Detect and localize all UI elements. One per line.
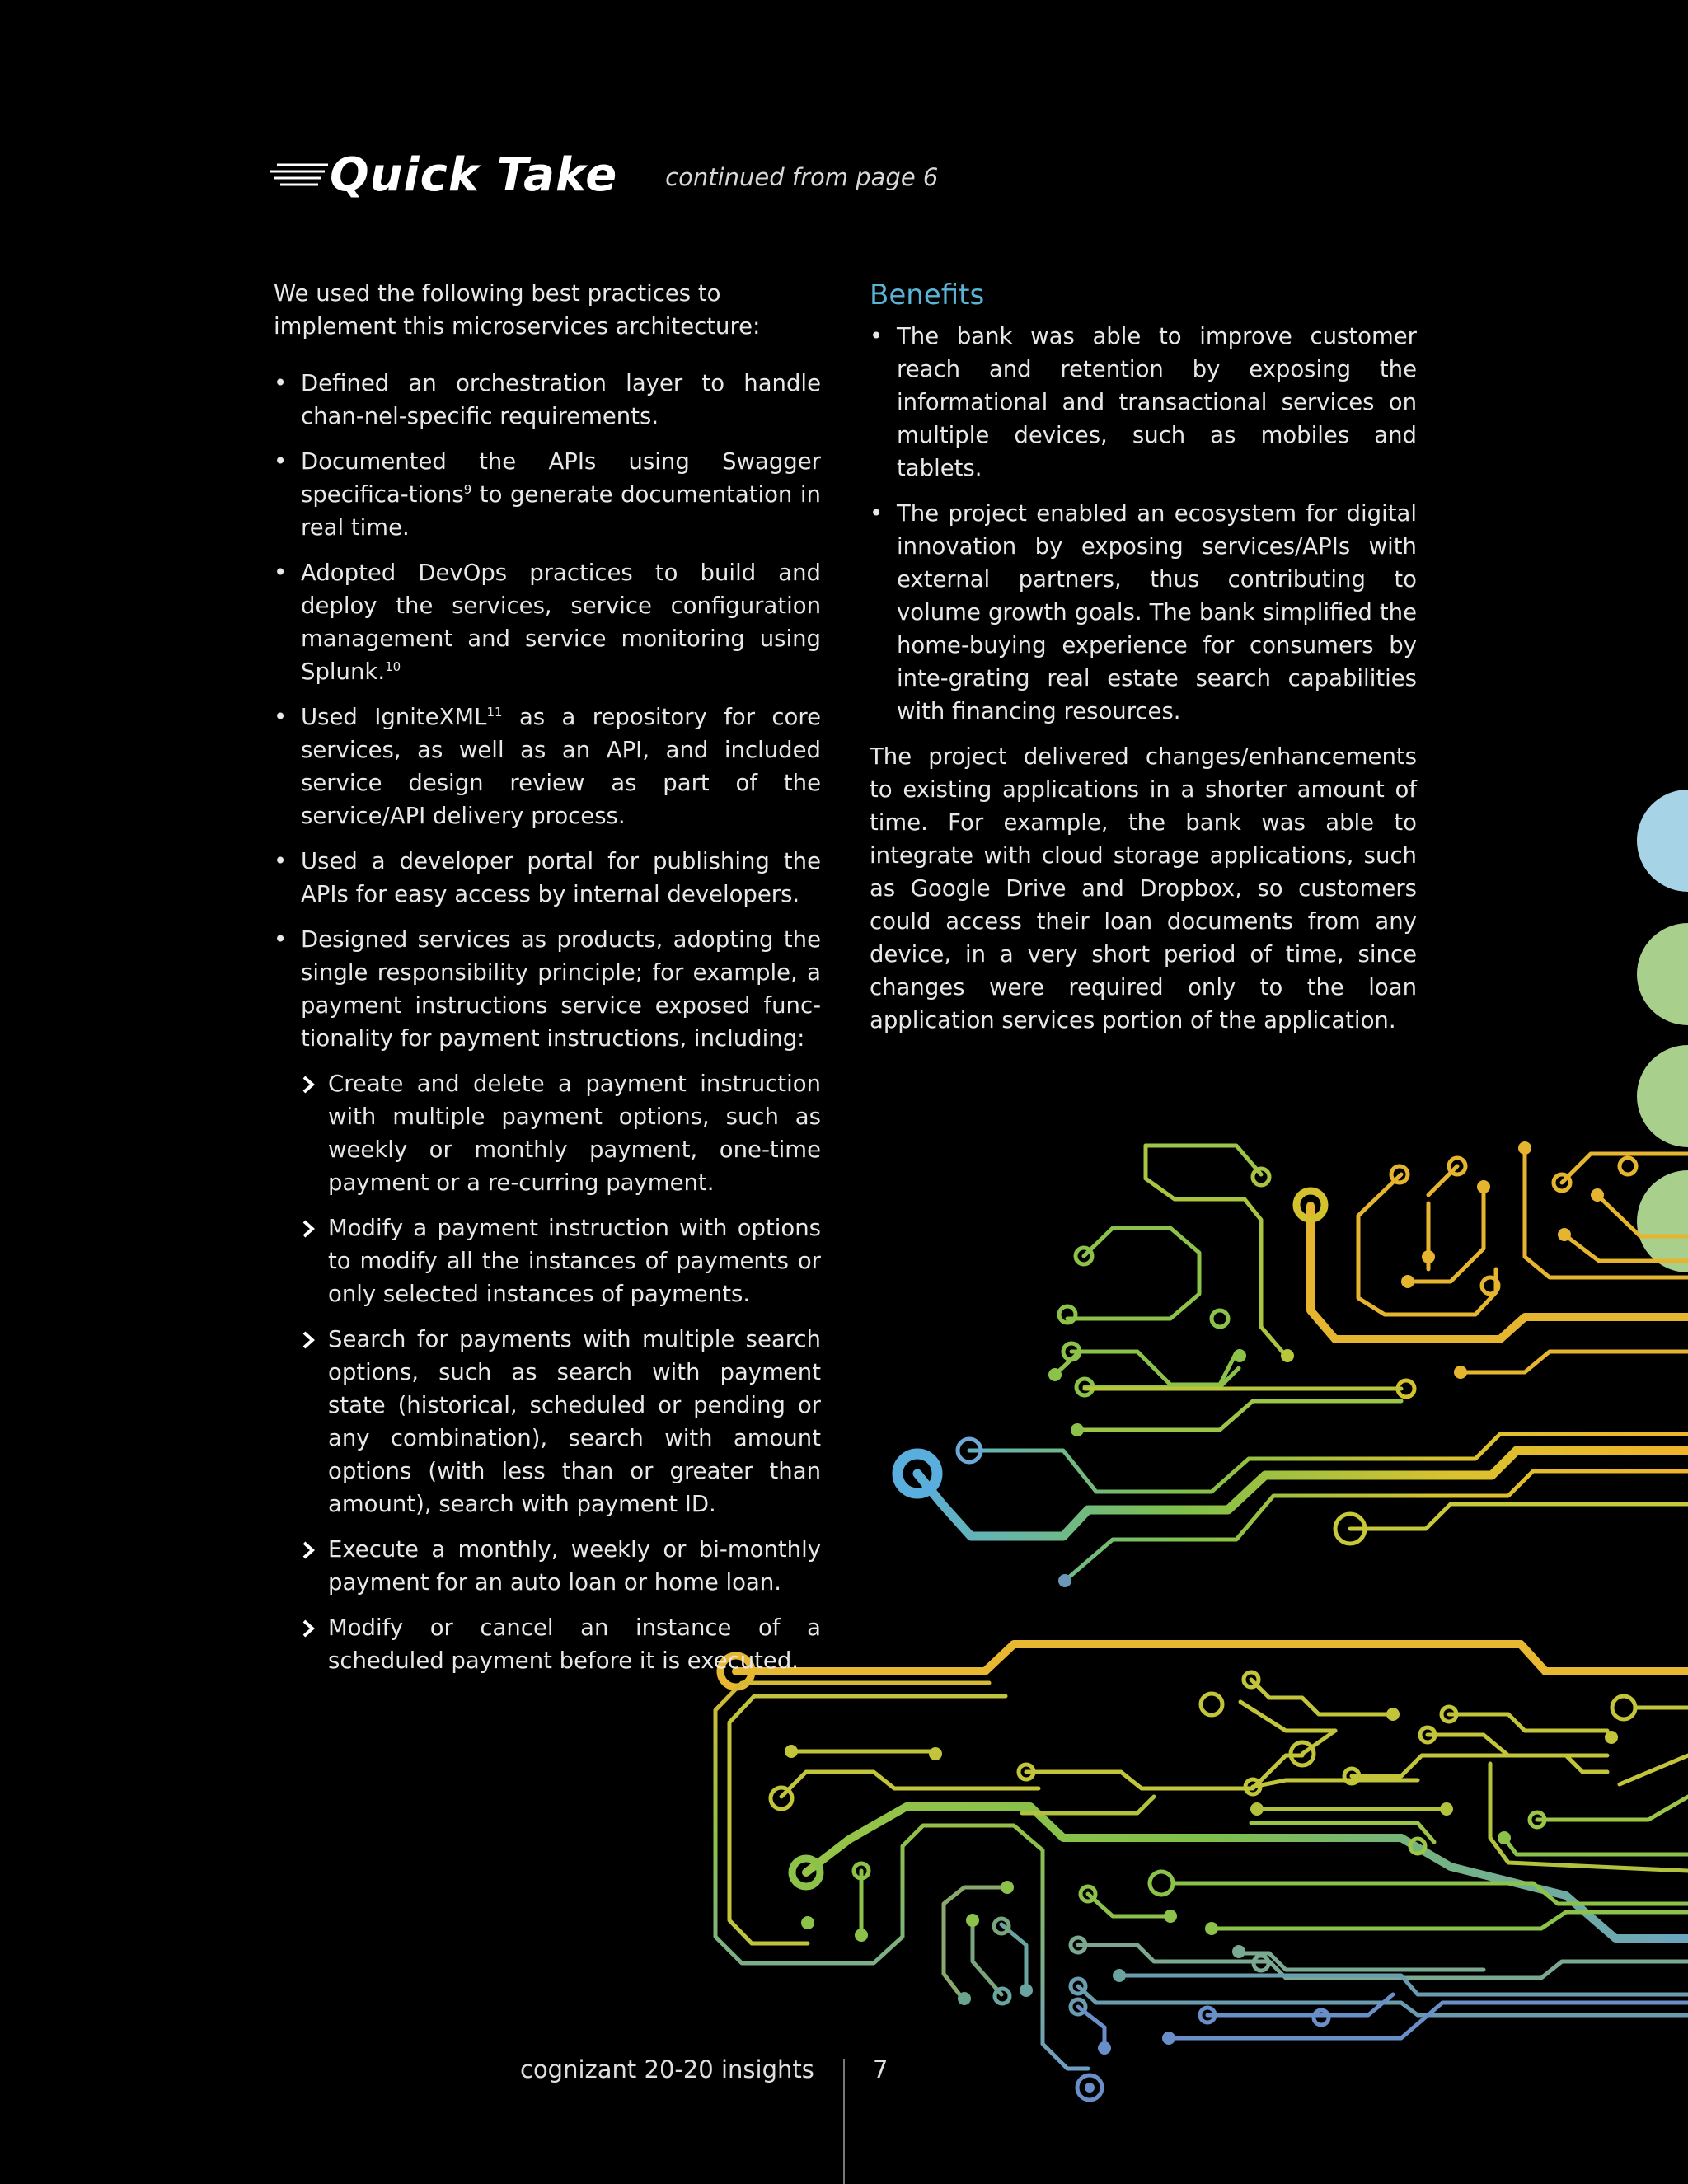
chevron-right-icon [301, 1331, 316, 1349]
list-item: • The project enabled an ecosystem for digital innovation by exposing services/APIs with external partners, thus contributing to volume growth goals. The bank simplified the home-buying experience for consumers by inte-grating real estate search capabilities with financing resources. [870, 497, 1417, 728]
continued-note: continued from page 6 [665, 163, 939, 191]
sub-list-item: Execute a monthly, weekly or bi-monthly payment for an auto loan or home loan. [301, 1533, 821, 1599]
speed-lines-icon [270, 158, 330, 191]
chevron-right-icon [301, 1541, 316, 1559]
list-item: • The bank was able to improve customer reach and retention by exposing the informational and transactional services on multiple devices, such as mobiles and tablets. [870, 320, 1417, 485]
page-number: 7 [873, 2055, 889, 2083]
page-header [270, 142, 938, 208]
chevron-right-icon [301, 1076, 316, 1094]
upper-circuit [898, 1141, 1688, 1587]
list-item: • Used IgniteXML$^{11}$ as a repository for core services, as well as an API, and included service design review as part of the service/API delivery process. [274, 701, 821, 832]
footnote-ref[interactable]: 11 [486, 704, 503, 719]
list-item: • Defined an orchestration layer to handle chan-nel-specific requirements. [274, 367, 821, 433]
payment-functions-list [274, 1067, 821, 1677]
list-item: • Designed services as products, adopting the single responsibility principle; for example, a payment instructions service exposed func-tionality for payment instructions, including: [274, 923, 821, 1055]
side-circles [1637, 790, 1688, 1272]
publication-name: cognizant 20-20 insights [520, 2055, 814, 2083]
right-column [870, 277, 1417, 1037]
list-item: • Used a developer portal for publishing the APIs for easy access by internal developers. [274, 845, 821, 911]
benefits-paragraph: The project delivered changes/enhancements to existing applications in a shorter amount of time. For example, the bank was able to integrate with cloud storage applications, such as Google Drive and Dropbox, so customers could access their loan documents from any device, in a very short period of time, since changes were required only to the loan application services portion of the application. [870, 743, 1417, 1033]
sub-list-item: Create and delete a payment instruction with multiple payment options, such as weekly or monthly payment, one-time payment or a re-curring payment. [301, 1067, 821, 1199]
sub-list-item: Modify or cancel an instance of a scheduled payment before it is executed. [301, 1611, 821, 1677]
chevron-right-icon [301, 1220, 316, 1238]
intro-paragraph: We used the following best practices to implement this microservices architecture: [274, 280, 761, 340]
quick-take-logo [270, 148, 617, 202]
lower-circuit [715, 1644, 1688, 2100]
practices-list [274, 367, 821, 1055]
footnote-ref[interactable]: 10 [385, 658, 401, 674]
benefits-heading: Benefits [870, 279, 985, 312]
sub-list-item: Modify a payment instruction with options to modify all the instances of payments or only selected instances of payments. [301, 1212, 821, 1310]
footnote-ref[interactable]: 9 [463, 481, 472, 497]
chevron-right-icon [301, 1619, 316, 1638]
left-column [274, 277, 821, 1690]
list-item: • Documented the APIs using Swagger specifica-tions$^9$ to generate documentation in real time. [274, 445, 821, 544]
footer-divider [843, 2059, 845, 2184]
sub-list-item: Search for payments with multiple search options, such as search with payment state (historical, scheduled or pending or any combination), search with amount options (with less than or greater than amount), search with payment ID. [301, 1323, 821, 1521]
section-title: Quick Take [330, 148, 618, 202]
list-item: • Adopted DevOps practices to build and deploy the services, service configuration management and service monitoring using Splunk.$^{10}$ [274, 556, 821, 688]
benefits-list [870, 320, 1417, 728]
